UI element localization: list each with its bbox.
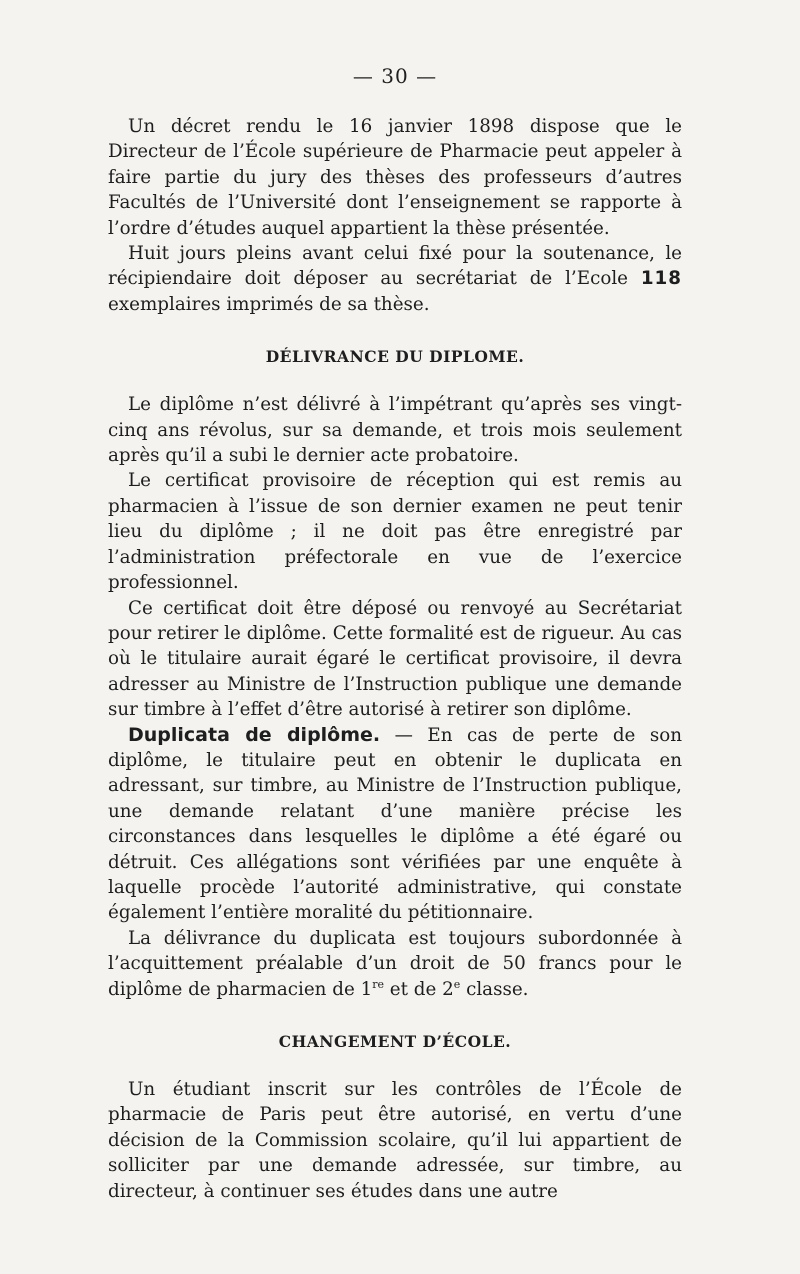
text-run: et de 2 bbox=[384, 978, 454, 1000]
paragraph-duplicata bbox=[108, 723, 682, 926]
runin-heading-duplicata: Duplicata de diplôme. bbox=[128, 723, 381, 746]
paragraph-diplome-age: Le diplôme n’est délivré à l’impétrant qu’après ses vingt-cinq ans révolus, sur sa demande, et trois mois seulement après qu’il a subi le dernier acte probatoire. bbox=[108, 394, 682, 467]
text-run: classe. bbox=[460, 978, 529, 1000]
copies-count: 118 bbox=[640, 268, 682, 290]
paragraph-depot-theses bbox=[108, 241, 682, 317]
paragraph-changement-ecole: Un étudiant inscrit sur les contrôles de l’École de pharmacie de Paris peut être autorisé, en vertu d’une décision de la Commission scolaire, qu’il lui appartient de solliciter par une demande adressée, sur timbre, au directeur, à continuer ses études dans une autre bbox=[108, 1079, 682, 1202]
heading-delivrance-diplome: DÉLIVRANCE DU DIPLOME. bbox=[265, 347, 525, 367]
text-run: exemplaires imprimés de sa thèse. bbox=[108, 293, 430, 315]
superscript: e bbox=[453, 977, 461, 991]
paragraph-depot-certificat: Ce certificat doit être déposé ou renvoyé au Secrétariat pour retirer le diplôme. Cette formalité est de rigueur. Au cas où le titulaire aurait égaré le certificat provisoire, il devra adresser au Ministre de l’Instruction publique une demande sur timbre à l’effet d’être autorisé à retirer son diplôme. bbox=[108, 597, 682, 721]
paragraph-certificat-provisoire: Le certificat provisoire de réception qui est remis au pharmacien à l’issue de son dernier examen ne peut tenir lieu du diplôme ; il ne doit pas être enregistré par l’administration préfectorale en vue de l’exercice professionnel. bbox=[108, 470, 682, 594]
text-run: — En cas de perte de son diplôme, le titulaire peut en obtenir le duplicata en adressant, sur timbre, au Ministre de l’Instruction publique, une demande relatant d’une manière précise les circonstances dans lesquelles le diplôme a été égaré ou détruit. Ces allégations sont vérifiées par une enquête à laquelle procède l’autorité administrative, qui constate également l’entière moralité du pétitionnaire. bbox=[108, 724, 682, 924]
paragraph-droit-duplicata bbox=[108, 926, 682, 1002]
text-run: La délivrance du duplicata est toujours subordonnée à l’acquittement préalable d’un droit de 50 francs pour le diplôme de pharmacien de 1 bbox=[108, 927, 682, 1000]
superscript: re bbox=[372, 977, 384, 991]
paragraph-decret: Un décret rendu le 16 janvier 1898 dispose que le Directeur de l’École supérieure de Pharmacie peut appeler à faire partie du jury des thèses des professeurs d’autres Facultés de l’Université dont l’enseignement se rapporte à l’ordre d’études auquel appartient la thèse présentée. bbox=[108, 116, 682, 239]
heading-changement-ecole: CHANGEMENT D’ÉCOLE. bbox=[278, 1032, 512, 1051]
page-number: — 30 — bbox=[352, 64, 438, 88]
text-run: Huit jours pleins avant celui fixé pour la soutenance, le récipiendaire doit déposer au secrétariat de l’Ecole bbox=[108, 243, 682, 290]
